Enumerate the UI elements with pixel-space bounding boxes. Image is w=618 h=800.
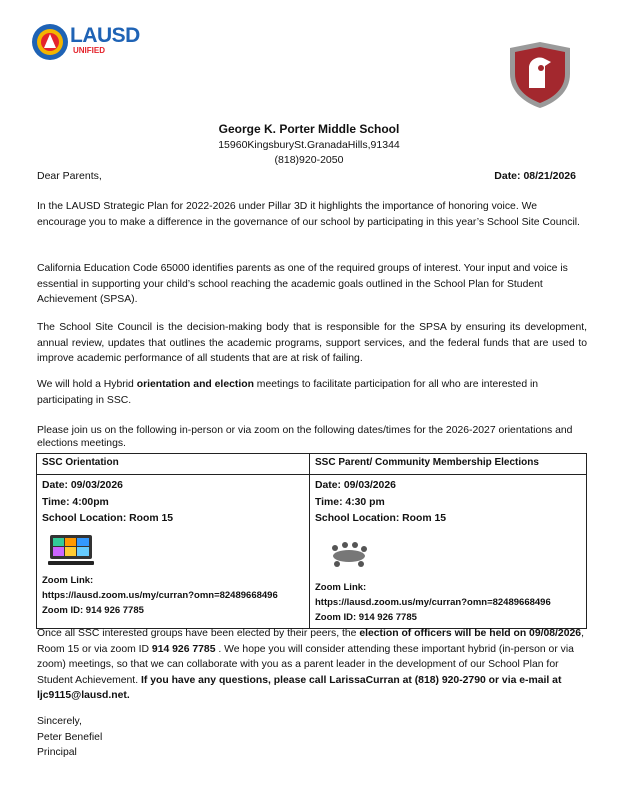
orientation-zoom-label: Zoom Link:	[42, 574, 94, 586]
signature-name: Peter Benefiel	[37, 731, 103, 743]
lausd-logo-subtext: UNIFIED	[73, 46, 105, 55]
elections-heading: SSC Parent/ Community Membership Elections	[310, 454, 587, 475]
school-name: George K. Porter Middle School	[218, 122, 400, 136]
school-shield-icon	[505, 40, 575, 110]
lausd-seal-icon	[30, 22, 70, 62]
elections-location: School Location: Room 15	[315, 513, 447, 524]
elections-date: Date: 09/03/2026	[315, 480, 396, 491]
signature-block	[37, 714, 587, 761]
signature-title: Principal	[37, 747, 77, 758]
orientation-heading: SSC Orientation	[37, 454, 310, 475]
orientation-zoom-id: Zoom ID: 914 926 7785	[42, 604, 144, 616]
elections-cell	[310, 475, 587, 629]
meeting-table-icon	[327, 538, 371, 570]
lausd-logo-text: LAUSD	[70, 24, 140, 47]
school-address: 15960KingsburySt.GranadaHills,91344	[218, 139, 400, 151]
meeting-schedule-table	[36, 453, 587, 629]
paragraph-hybrid-meetings: We will hold a Hybrid orientation and election meetings to facilitate participation for all who are interested in participating in SSC.	[37, 379, 539, 406]
orientation-time: Time: 4:00pm	[42, 496, 109, 508]
elections-zoom-link[interactable]: https://lausd.zoom.us/my/curran?omn=82489668496	[315, 596, 551, 608]
lausd-logo	[30, 22, 160, 64]
video-conference-computer-icon	[46, 533, 98, 567]
salutation: Dear Parents,	[37, 170, 102, 182]
paragraph-ssc-description: The School Site Council is the decision-making body that is responsible for the SPSA by ensuring its development, annual review, updates that outlines the academic programs, support services, and the federal funds that are used to improve academic performance of all students that are at risk of failing.	[37, 322, 587, 364]
elections-zoom-label: Zoom Link:	[315, 581, 367, 593]
letter-date: Date: 08/21/2026	[494, 170, 576, 182]
orientation-date: Date: 09/03/2026	[42, 480, 123, 491]
orientation-location: School Location: Room 15	[42, 513, 174, 524]
elections-zoom-id: Zoom ID: 914 926 7785	[315, 611, 417, 623]
paragraph-education-code: California Education Code 65000 identifies parents as one of the required groups of interest. Your input and voice is essential in supporting your child’s school reaching the academic goals outlined in the School Plan for Student Achievement (SPSA).	[37, 263, 568, 305]
orientation-cell	[37, 475, 310, 629]
school-phone: (818)920-2050	[274, 154, 344, 166]
orientation-zoom-link[interactable]: https://lausd.zoom.us/my/curran?omn=82489668496	[42, 589, 278, 601]
paragraph-join-us: Please join us on the following in-person or via zoom on the following dates/times for the 2026-2027 orientations and elections meetings.	[37, 425, 573, 449]
signature-closing: Sincerely,	[37, 716, 82, 727]
elections-time: Time: 4:30 pm	[315, 496, 385, 508]
paragraph-strategic-plan: In the LAUSD Strategic Plan for 2022-2026 under Pillar 3D it highlights the importance of honoring voice. We encourage you to make a difference in the governance of our school by participating in this year’s School Site Council.	[37, 201, 580, 228]
paragraph-officer-election: Once all SSC interested groups have been elected by their peers, the election of officers will be held on 09/08/2026, Room 15 or via zoom ID 914 926 7785 . We hope you will consider attending these important hybrid (in-person or via zoom) meetings, so that we can collaborate with you as a parent leader in the development of our School Plan for Student Achievement. If you have any questions, please call LarissaCurran at (818) 920-2790 or via e-mail at ljc9115@lausd.net.	[37, 628, 584, 701]
